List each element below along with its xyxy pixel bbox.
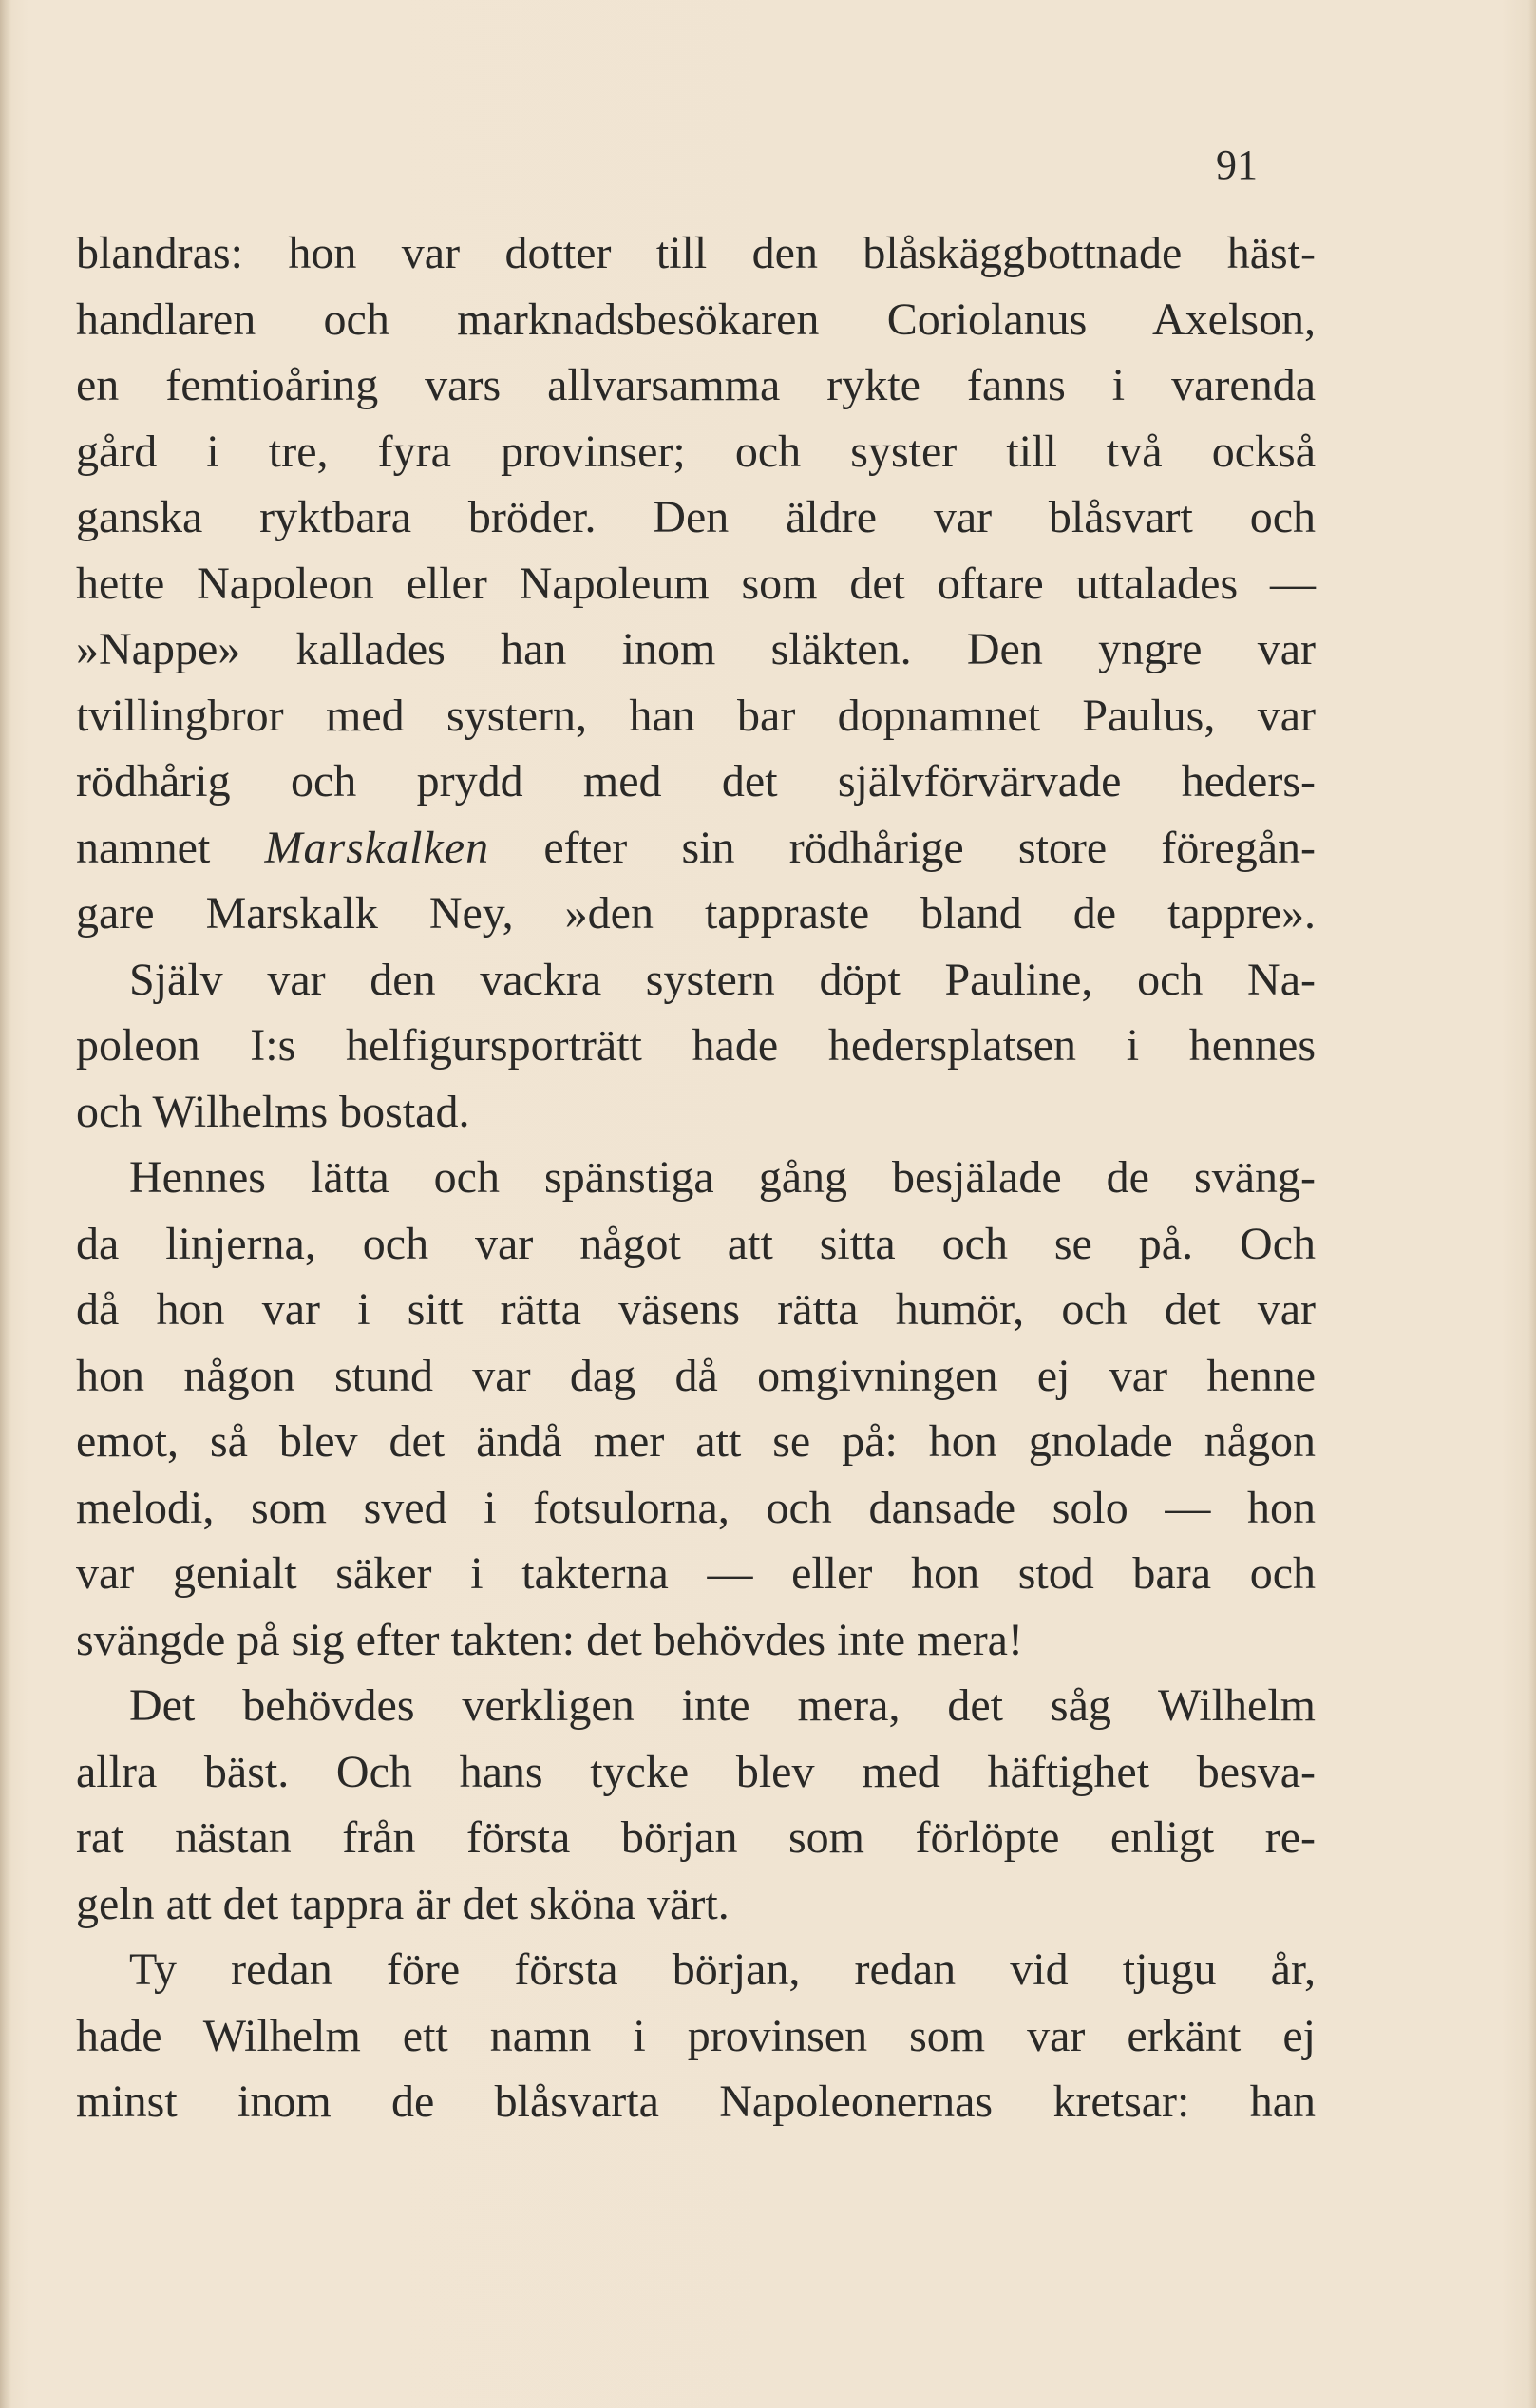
text-line: handlaren och marknadsbesökaren Coriolanus Axelson, [76, 294, 1316, 345]
text-line: rat nästan från första början som förlöpte enligt re- [76, 1812, 1316, 1863]
text-line: var genialt säker i takterna — eller hon stod bara och [76, 1548, 1316, 1599]
text-line: svängde på sig efter takten: det behövdes inte mera! [76, 1614, 1023, 1665]
page-right-edge [1528, 0, 1536, 2408]
text-line: Själv var den vackra systern döpt Pauline, och Na- [129, 954, 1316, 1005]
text-line: Ty redan före första början, redan vid tjugu år, [129, 1944, 1316, 1995]
text-line: en femtioåring vars allvarsamma rykte fanns i varenda [76, 360, 1316, 410]
text-line [76, 815, 1316, 882]
text-line: allra bäst. Och hans tycke blev med häftighet besva- [76, 1746, 1316, 1797]
text-line: Hennes lätta och spänstiga gång besjälade de sväng- [129, 1152, 1316, 1203]
text-line: »Nappe» kallades han inom släkten. Den yngre var [76, 624, 1316, 674]
text-line: ganska ryktbara bröder. Den äldre var blåsvart och [76, 492, 1316, 542]
text-fragment: namnet [76, 822, 265, 873]
text-line: emot, så blev det ändå mer att se på: hon gnolade någon [76, 1416, 1316, 1467]
page-binding-edge [0, 0, 11, 2408]
text-line: poleon I:s helfigursporträtt hade hedersplatsen i hennes [76, 1020, 1316, 1071]
text-line: minst inom de blåsvarta Napoleonernas kretsar: han [76, 2076, 1316, 2127]
body-text [76, 220, 1316, 2135]
text-line: gård i tre, fyra provinser; och syster till två också [76, 426, 1316, 477]
text-fragment: efter sin rödhårige store föregån- [489, 822, 1316, 873]
text-line: hette Napoleon eller Napoleum som det oftare uttalades — [76, 558, 1316, 609]
page-number: 91 [1216, 142, 1258, 188]
text-line: da linjerna, och var något att sitta och se på. Och [76, 1218, 1316, 1269]
text-line: hade Wilhelm ett namn i provinsen som var erkänt ej [76, 2010, 1316, 2061]
text-line: melodi, som sved i fotsulorna, och dansade solo — hon [76, 1482, 1316, 1533]
text-line: tvillingbror med systern, han bar dopnamnet Paulus, var [76, 690, 1316, 741]
text-line: hon någon stund var dag då omgivningen ej var henne [76, 1350, 1316, 1401]
italic-title: Marskalken [264, 822, 490, 873]
text-line: rödhårig och prydd med det självförvärvade heders- [76, 756, 1316, 806]
text-line: och Wilhelms bostad. [76, 1086, 470, 1137]
text-line: Det behövdes verkligen inte mera, det såg Wilhelm [129, 1680, 1316, 1731]
text-line: då hon var i sitt rätta väsens rätta humör, och det var [76, 1284, 1316, 1335]
text-line: blandras: hon var dotter till den blåskäggbottnade häst- [76, 228, 1316, 278]
text-line: geln att det tappra är det sköna värt. [76, 1878, 730, 1929]
text-line: gare Marskalk Ney, »den tappraste bland de tappre». [76, 888, 1316, 939]
